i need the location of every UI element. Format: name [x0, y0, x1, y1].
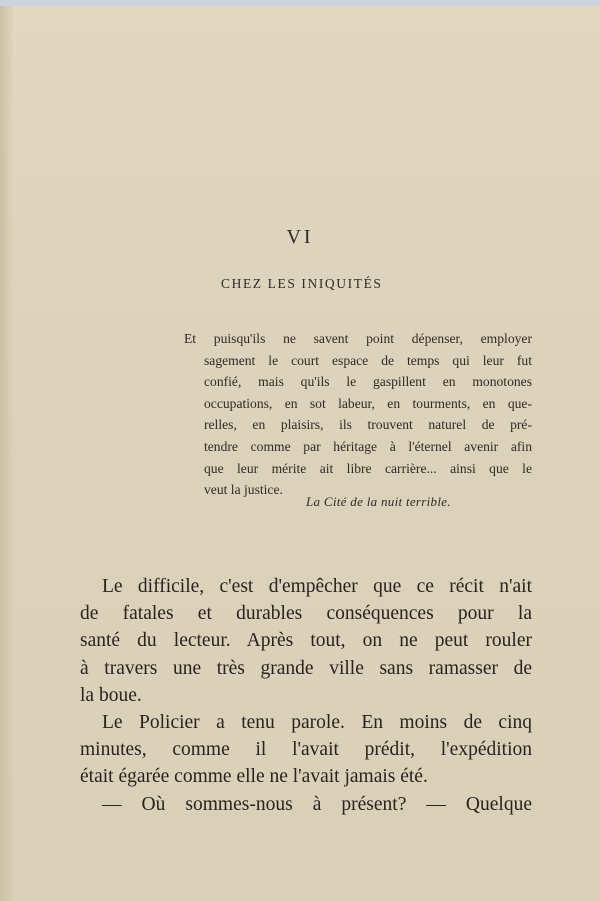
body-line: était égarée comme elle ne l'avait jamais été.	[80, 766, 428, 788]
epigraph-line: sagement le court espace de temps qui leur fut	[204, 352, 532, 368]
body-line: à travers une très grande ville sans ramasser de	[80, 657, 532, 679]
epigraph-line: veut la justice.	[204, 482, 283, 498]
epigraph-line: confié, mais qu'ils le gaspillent en monotones	[204, 374, 532, 390]
body-line: santé du lecteur. Après tout, on ne peut rouler	[80, 630, 532, 652]
epigraph-source: La Cité de la nuit terrible.	[306, 494, 451, 509]
epigraph	[184, 328, 532, 501]
body-line: minutes, comme il l'avait prédit, l'expédition	[80, 739, 532, 761]
body-line: Le difficile, c'est d'empêcher que ce récit n'ait	[102, 576, 532, 597]
epigraph-line: tendre comme par héritage à l'éternel avenir afin	[204, 438, 532, 454]
epigraph-line: occupations, en sot labeur, en tourments, en que-	[204, 395, 532, 411]
epigraph-line: relles, en plaisirs, ils trouvent naturel de pré-	[204, 417, 532, 433]
chapter-title: CHEZ LES INIQUITÉS	[221, 276, 383, 291]
body-line: — Où sommes-nous à présent? — Quelque	[102, 793, 532, 815]
body-line: la boue.	[80, 684, 142, 706]
epigraph-line: que leur mérite ait libre carrière... ainsi que le	[204, 460, 532, 476]
body-line: de fatales et durables conséquences pour la	[80, 603, 532, 625]
epigraph-line: Et puisqu'ils ne savent point dépenser, employer	[184, 331, 532, 346]
body-text	[80, 573, 532, 818]
chapter-number: VI	[286, 226, 314, 248]
body-line: Le Policier a tenu parole. En moins de cinq	[102, 712, 532, 734]
